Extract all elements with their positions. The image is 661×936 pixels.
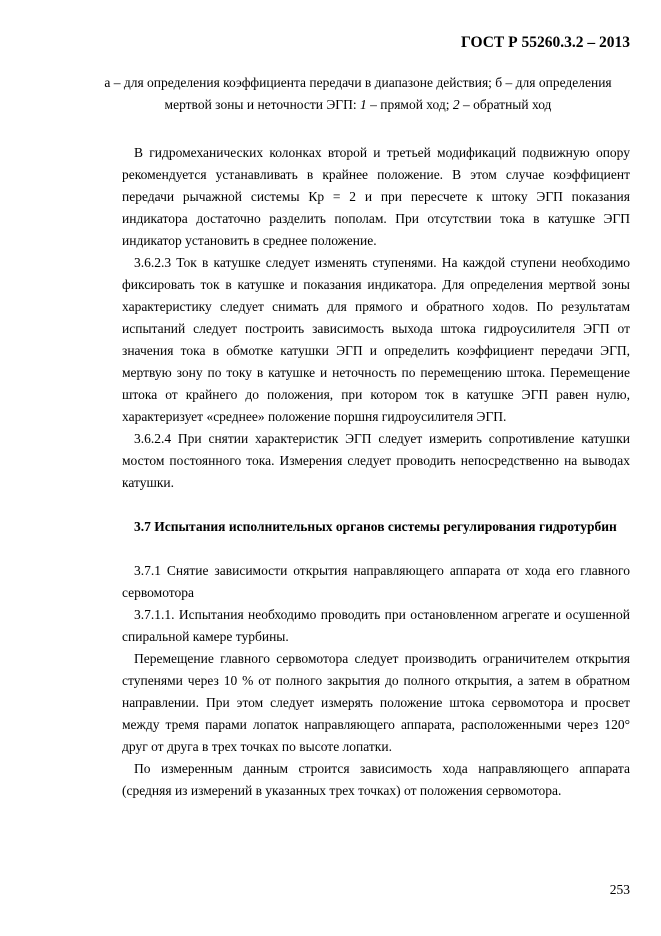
paragraph-columns-support: В гидромеханических колонках второй и третьей модификаций подвижную опору рекомендуется устанавливать в крайнее положение. В этом случае коэффициент передачи рычажной системы Кр = 2 и при пересчете к штоку ЭГП показания индикатора достаточно разделить пополам. При отсутствии тока в катушке ЭГП индикатор установить в среднее положение. [122,145,630,248]
paragraph-3-6-2-4: 3.6.2.4 При снятии характеристик ЭГП следует измерить сопротивление катушки мостом постоянного тока. Измерения следует проводить непосредственно на выводах катушки. [122,431,630,490]
page-number: 253 [609,882,630,897]
figure-caption [88,72,628,116]
paragraph-servomotor-movement: Перемещение главного сервомотора следует производить ограничителем открытия ступенями через 10 % от полного закрытия до полного открытия, а затем в обратном направлении. При этом следует измерять положение штока сервомотора и просвет между тремя парами лопаток направляющего аппарата, расположенными через 120° друг от друга в трех точках по высоте лопатки. [122,651,630,754]
paragraph-3-7-1: 3.7.1 Снятие зависимости открытия направляющего аппарата от хода его главного сервомотора [122,563,630,600]
paragraph-3-7-1-1: 3.7.1.1. Испытания необходимо проводить при остановленном агрегате и осушенной спиральной камере турбины. [122,607,630,644]
section-heading-3-7: 3.7 Испытания исполнительных органов системы регулирования гидротурбин [134,519,617,534]
caption-line-1: а – для определения коэффициента передачи в диапазоне действия; б – для определения [104,75,612,90]
caption-text-start: мертвой зоны и неточности ЭГП: [164,97,360,112]
caption-text-end: – обратный ход [459,97,552,112]
document-body [122,142,630,802]
caption-number-1: 1 [359,97,367,112]
document-header: ГОСТ Р 55260.3.2 – 2013 [461,34,630,51]
caption-text-mid: – прямой ход; [366,97,453,112]
paragraph-measured-data: По измеренным данным строится зависимость хода направляющего аппарата (средняя из измерений в указанных трех точках) от положения сервомотора. [122,761,630,798]
paragraph-3-6-2-3: 3.6.2.3 Ток в катушке следует изменять ступенями. На каждой ступени необходимо фиксировать ток в катушке и показания индикатора. Для определения мертвой зоны характеристику следует снимать для прямого и обратного ходов. По результатам испытаний следует построить зависимость выхода штока гидроусилителя ЭГП от значения тока в обмотке катушки ЭГП и определить коэффициент передачи ЭГП, мертвую зону по току в катушке и неточность по перемещению штока. Перемещение штока от крайнего до положения, при котором ток в катушке ЭГП равен нулю, характеризует «среднее» положение поршня гидроусилителя ЭГП. [122,255,630,424]
caption-number-2: 2 [452,97,460,112]
caption-line-2 [88,94,628,116]
